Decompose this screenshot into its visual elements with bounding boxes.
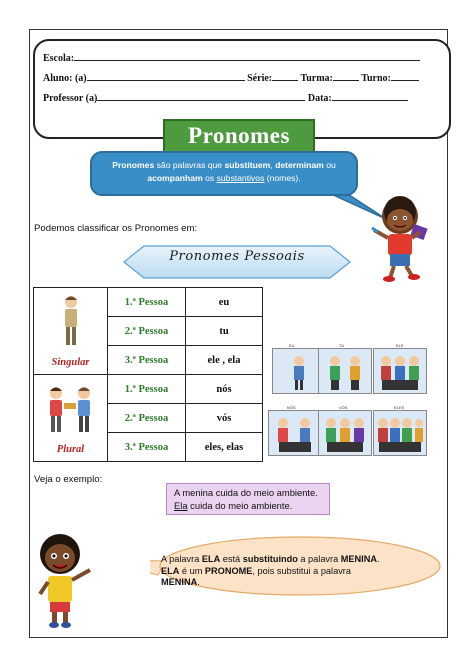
note-bold: ELA: [161, 565, 180, 576]
student-label: Aluno: (a): [43, 73, 87, 84]
girl-illustration: [30, 530, 100, 630]
title-banner: [163, 119, 315, 153]
definition-bubble: [90, 151, 358, 196]
note-text: .: [197, 577, 200, 587]
note-text: .: [377, 554, 380, 564]
thumb-label: TU: [339, 343, 345, 348]
note-bold: MENINA: [340, 554, 377, 564]
singular-figure: [56, 294, 86, 352]
example-box: [166, 483, 330, 515]
explanation-text: [161, 554, 401, 589]
explanation-line-2: [161, 566, 401, 578]
pronoun-cell: nós: [186, 375, 263, 404]
thumb-figures: [319, 349, 371, 393]
student-field[interactable]: [87, 71, 245, 81]
school-line: [43, 51, 420, 64]
def-text-1: são palavras que: [154, 160, 225, 170]
pessoa-cell: 1.ª Pessoa: [108, 288, 186, 317]
intro-text: Podemos classificar os Pronomes em:: [34, 223, 198, 234]
thumb-ele: [373, 343, 427, 394]
student-line: [43, 71, 419, 84]
thumb-label: VÓS: [339, 405, 348, 410]
grade-field[interactable]: [272, 71, 298, 81]
thumb-figures: [319, 411, 371, 455]
teacher-line: [43, 91, 408, 104]
def-text-3: ou: [323, 160, 336, 170]
note-text: está: [220, 554, 243, 564]
pessoa-cell: 2.ª Pessoa: [108, 404, 186, 433]
thumb-label: EU: [289, 343, 295, 348]
def-word-substantivos: substantivos: [216, 173, 265, 183]
note-bold: MENINA: [161, 577, 198, 587]
note-text: a palavra: [297, 554, 341, 564]
plural-figures: [42, 383, 100, 439]
thumb-figures: [269, 411, 321, 455]
date-label: Data:: [307, 93, 332, 104]
example-line-1: A menina cuida do meio ambiente.: [174, 487, 318, 498]
pronoun-cell: vós: [186, 404, 263, 433]
pessoa-cell: 3.ª Pessoa: [108, 346, 186, 375]
thumb-eles: [373, 405, 427, 456]
class-field[interactable]: [333, 71, 359, 81]
pronoun-cell: ele , ela: [186, 346, 263, 375]
pronoun-cell: eu: [186, 288, 263, 317]
note-bold: PRONOME: [204, 565, 253, 576]
note-bold: substituindo: [242, 554, 298, 564]
teacher-label: Professor (a): [43, 93, 98, 104]
table-row: [34, 375, 263, 404]
plural-cell: [34, 375, 108, 462]
teacher-field[interactable]: [97, 91, 305, 101]
note-bold: ELA: [201, 554, 221, 564]
shift-field[interactable]: [391, 71, 419, 81]
pessoa-cell: 3.ª Pessoa: [108, 433, 186, 462]
thumb-label: ELES: [394, 405, 405, 410]
pessoa-cell: 2.ª Pessoa: [108, 317, 186, 346]
pronoun-table: [33, 287, 263, 462]
pessoa-cell: 1.ª Pessoa: [108, 375, 186, 404]
def-word-substituem: substituem: [224, 160, 271, 170]
example-pronoun: Ela: [174, 500, 188, 511]
explanation-line-1: [161, 554, 401, 566]
def-word-pronomes: Pronomes: [112, 160, 155, 170]
note-text: A palavra: [161, 554, 202, 564]
singular-label: Singular: [51, 357, 90, 368]
def-text-2: ,: [270, 160, 276, 170]
thumb-label: NÓS: [287, 405, 296, 410]
thumb-vos: [318, 405, 372, 456]
pronoun-cell: tu: [186, 317, 263, 346]
def-text-4: os: [202, 173, 217, 183]
boy-with-book-illustration: [368, 192, 438, 284]
plural-label: Plural: [56, 444, 85, 455]
thumb-tu: [318, 343, 372, 394]
singular-cell: [34, 288, 108, 375]
pronoun-cell: eles, elas: [186, 433, 263, 462]
def-word-acompanham: acompanham: [147, 173, 203, 183]
school-label: Escola:: [43, 53, 75, 64]
explanation-line-3: [161, 577, 401, 589]
def-word-determinam: determinam: [275, 160, 324, 170]
school-field[interactable]: [74, 51, 420, 61]
thumb-figures: [374, 349, 426, 393]
shift-label: Turno:: [361, 73, 391, 84]
example-line-2: [174, 499, 322, 512]
grade-label: Série:: [247, 73, 273, 84]
page-title: Pronomes: [188, 123, 290, 148]
def-text-5: (nomes).: [264, 173, 301, 183]
table-row: [34, 288, 263, 317]
thumb-label: ELE: [396, 343, 404, 348]
note-text: é um: [179, 565, 205, 576]
example-line-2-rest: cuida do meio ambiente.: [187, 500, 293, 511]
date-field[interactable]: [332, 91, 408, 101]
example-label: Veja o exemplo:: [34, 474, 103, 485]
thumb-nos: [268, 405, 322, 456]
subtitle: Pronomes Pessoais: [169, 249, 305, 264]
class-label: Turma:: [300, 73, 333, 84]
note-text: , pois substitui a palavra: [252, 565, 351, 576]
thumb-figures: [374, 411, 426, 455]
